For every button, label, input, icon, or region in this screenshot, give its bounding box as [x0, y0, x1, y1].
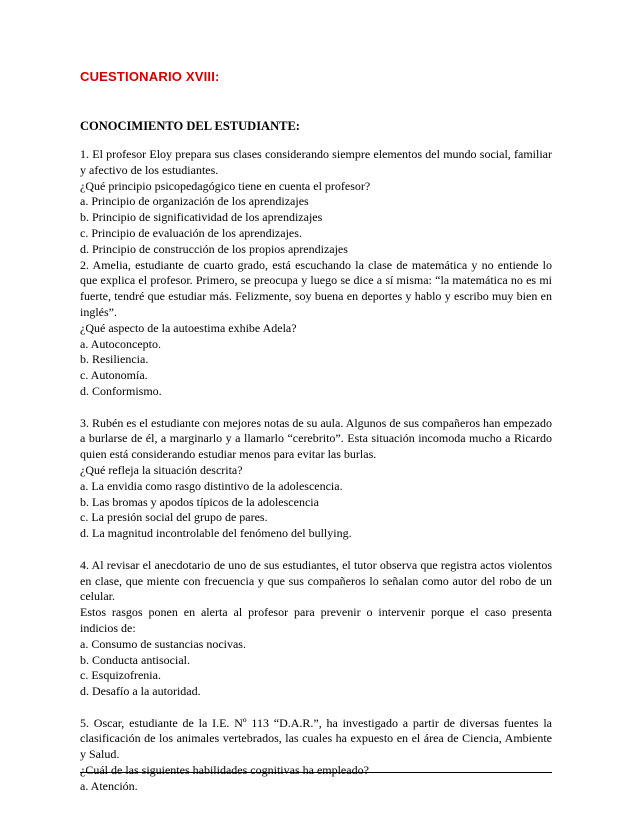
q2-stem: 2. Amelia, estudiante de cuarto grado, está escuchando la clase de matemática y no entiende lo que explica el profesor. Primero, se preocupa y luego se dice a sí misma: “la matemática no es mi fuerte, tendré que estudiar más. Felizmente, soy buena en deportes y hablo y escribo muy bien en inglés”. [80, 257, 552, 319]
q3-option-a: a. La envidia como rasgo distintivo de la adolescencia. [80, 478, 343, 493]
q2-option-c: c. Autonomía. [80, 368, 148, 383]
q5-option-a: a. Atención. [80, 778, 138, 793]
q2-question: ¿Qué aspecto de la autoestima exhibe Adela? [80, 320, 297, 335]
q4-option-b: b. Conducta antisocial. [80, 652, 190, 667]
q1-option-c: c. Principio de evaluación de los aprendizajes. [80, 225, 302, 240]
q1-option-b: b. Principio de significatividad de los aprendizajes [80, 210, 323, 225]
q1-option-a: a. Principio de organización de los aprendizajes [80, 194, 309, 209]
q1-stem: 1. El profesor Eloy prepara sus clases considerando siempre elementos del mundo social, familiar y afectivo de los estudiantes. [80, 147, 552, 177]
q5-question: ¿Cuál de las siguientes habilidades cognitivas ha empleado? [80, 763, 369, 778]
q1-question: ¿Qué principio psicopedagógico tiene en cuenta el profesor? [80, 178, 371, 193]
q3-question: ¿Qué refleja la situación descrita? [80, 462, 243, 477]
q3-option-c: c. La presión social del grupo de pares. [80, 510, 268, 525]
questions-body [80, 147, 552, 795]
section-heading: CONOCIMIENTO DEL ESTUDIANTE: [80, 119, 300, 133]
spacer [80, 542, 552, 558]
q3-option-d: d. La magnitud incontrolable del fenómeno del bullying. [80, 526, 352, 541]
q2-option-b: b. Resiliencia. [80, 352, 149, 367]
q1-option-d: d. Principio de construcción de los propios aprendizajes [80, 241, 348, 256]
q4-option-a: a. Consumo de sustancias nocivas. [80, 636, 246, 651]
footer-rule [80, 772, 552, 773]
spacer [80, 400, 552, 416]
q3-stem: 3. Rubén es el estudiante con mejores notas de su aula. Algunos de sus compañeros han empezado a burlarse de él, a marginarlo y a llamarlo “cerebrito”. Esta situación incomoda mucho a Ricardo quien está considerando estudiar menos para evitar las burlas. [80, 415, 552, 462]
questionnaire-title: CUESTIONARIO XVIII: [80, 69, 220, 84]
q4-stem: 4. Al revisar el anecdotario de uno de sus estudiantes, el tutor observa que registra actos violentos en clase, que miente con frecuencia y que sus compañeros lo señalan como autor del robo de un celular. [80, 557, 552, 604]
q3-option-b: b. Las bromas y apodos típicos de la adolescencia [80, 494, 319, 509]
spacer [80, 700, 552, 716]
q4-question: Estos rasgos ponen en alerta al profesor para prevenir o intervenir porque el caso presenta indicios de: [80, 605, 552, 635]
q4-option-c: c. Esquizofrenia. [80, 668, 161, 683]
q2-option-a: a. Autoconcepto. [80, 336, 161, 351]
q5-stem: 5. Oscar, estudiante de la I.E. Nº 113 “D.A.R.”, ha investigado a partir de diversas fuentes la clasificación de los animales vertebrados, las cuales ha expuesto en el área de Ciencia, Ambiente y Salud. [80, 715, 552, 762]
q4-option-d: d. Desafío a la autoridad. [80, 684, 201, 699]
q2-option-d: d. Conformismo. [80, 383, 162, 398]
